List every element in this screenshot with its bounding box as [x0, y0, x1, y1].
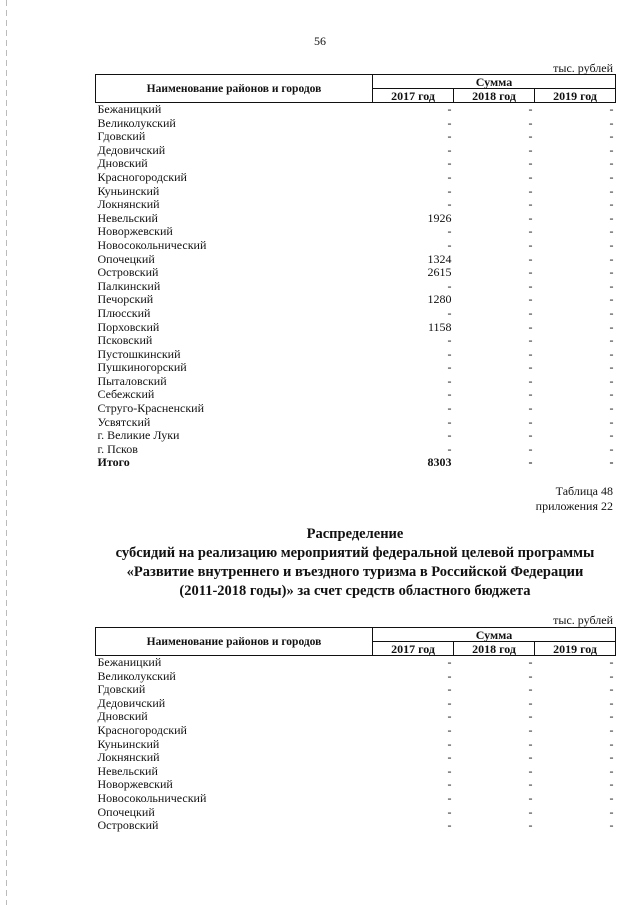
- table-row: [96, 806, 616, 820]
- column-header-year: 2019 год: [535, 642, 616, 656]
- amount-cell: -: [528, 333, 533, 348]
- district-name: Красногородский: [97, 722, 187, 737]
- amount-cell: -: [528, 763, 533, 778]
- district-name: Невельский: [97, 210, 158, 225]
- units-label-table1: тыс. рублей: [553, 61, 613, 75]
- amount-cell: -: [528, 668, 533, 683]
- district-name: Пушкиногорский: [97, 360, 187, 375]
- amount-cell: -: [447, 441, 452, 456]
- subsidy-table-1: [95, 74, 616, 470]
- table-row: [96, 765, 616, 779]
- heading-line: «Развитие внутреннего и въездного туризма в Российской Федерации: [126, 564, 584, 580]
- table-row: [96, 130, 616, 144]
- heading-line: субсидий на реализацию мероприятий федеральной целевой программы: [115, 545, 595, 561]
- amount-cell: -: [528, 750, 533, 765]
- table-row: [96, 239, 616, 253]
- amount-cell: -: [447, 360, 452, 375]
- amount-cell: -: [609, 736, 614, 751]
- table-row: [96, 710, 616, 724]
- table-row: [96, 443, 616, 457]
- amount-cell: -: [528, 818, 533, 833]
- table-row: [96, 144, 616, 158]
- amount-cell: -: [447, 183, 452, 198]
- district-name: Новоржевский: [97, 777, 173, 792]
- amount-cell: -: [447, 224, 452, 239]
- amount-cell: -: [609, 265, 614, 280]
- amount-cell: -: [609, 428, 614, 443]
- amount-cell: -: [609, 668, 614, 683]
- district-name: Пыталовский: [97, 373, 167, 388]
- table-total-row: [96, 456, 616, 470]
- amount-cell: -: [447, 414, 452, 429]
- amount-cell: -: [609, 224, 614, 239]
- table-row: [96, 198, 616, 212]
- amount-cell: -: [609, 695, 614, 710]
- amount-cell: -: [528, 655, 533, 669]
- amount-cell: -: [447, 709, 452, 724]
- amount-cell: 8303: [427, 455, 452, 470]
- column-header-name: Наименование районов и городов: [96, 628, 373, 656]
- district-name: Дновский: [97, 156, 148, 171]
- amount-cell: -: [528, 373, 533, 388]
- page-number: 56: [314, 34, 326, 48]
- table-body: [96, 656, 616, 833]
- caption-appendix: приложения 22: [535, 499, 613, 513]
- table-row: [96, 157, 616, 171]
- amount-cell: -: [609, 682, 614, 697]
- amount-cell: -: [609, 387, 614, 402]
- amount-cell: 1158: [427, 319, 452, 334]
- amount-cell: -: [609, 102, 614, 116]
- table-row: [96, 117, 616, 131]
- table-row: [96, 819, 616, 833]
- amount-cell: -: [528, 360, 533, 375]
- district-name: Бежаницкий: [97, 102, 162, 116]
- district-name: Великолукский: [97, 668, 176, 683]
- district-name: Красногородский: [97, 169, 187, 184]
- amount-cell: 1324: [427, 251, 452, 266]
- amount-cell: -: [528, 156, 533, 171]
- amount-cell: -: [447, 333, 452, 348]
- amount-cell: -: [528, 183, 533, 198]
- table-row: [96, 402, 616, 416]
- district-name: Гдовский: [97, 682, 146, 697]
- column-header-year: 2017 год: [373, 89, 454, 103]
- amount-cell: -: [609, 790, 614, 805]
- amount-cell: -: [528, 169, 533, 184]
- district-name: Локнянский: [97, 197, 160, 212]
- amount-cell: -: [609, 818, 614, 833]
- amount-cell: -: [528, 305, 533, 320]
- amount-cell: -: [609, 319, 614, 334]
- column-header-sum: Сумма: [373, 75, 616, 89]
- table-caption: [536, 484, 613, 514]
- amount-cell: 1926: [427, 210, 452, 225]
- amount-cell: -: [609, 401, 614, 416]
- column-header-year: 2017 год: [373, 642, 454, 656]
- amount-cell: -: [528, 722, 533, 737]
- amount-cell: -: [528, 278, 533, 293]
- district-name: Опочецкий: [97, 251, 155, 266]
- amount-cell: -: [447, 401, 452, 416]
- table-row: [96, 321, 616, 335]
- amount-cell: -: [609, 414, 614, 429]
- district-name: Островский: [97, 265, 159, 280]
- district-name: Новосокольнический: [97, 237, 207, 252]
- amount-cell: -: [609, 655, 614, 669]
- table-body: [96, 103, 616, 471]
- heading-line: (2011-2018 годы)» за счет средств областного бюджета: [179, 583, 531, 599]
- amount-cell: -: [609, 183, 614, 198]
- amount-cell: -: [528, 237, 533, 252]
- amount-cell: -: [447, 129, 452, 144]
- amount-cell: -: [609, 346, 614, 361]
- heading-line: Распределение: [306, 526, 404, 542]
- amount-cell: -: [447, 278, 452, 293]
- table-row: [96, 253, 616, 267]
- district-name: Невельский: [97, 763, 158, 778]
- table-row: [96, 792, 616, 806]
- table-row: [96, 185, 616, 199]
- column-header-name: Наименование районов и городов: [96, 75, 373, 103]
- table-row: [96, 697, 616, 711]
- table-row: [96, 280, 616, 294]
- amount-cell: -: [609, 142, 614, 157]
- amount-cell: -: [447, 156, 452, 171]
- district-name: г. Великие Луки: [97, 428, 180, 443]
- table-row: [96, 416, 616, 430]
- table-row: [96, 307, 616, 321]
- amount-cell: -: [447, 197, 452, 212]
- table-row: [96, 724, 616, 738]
- amount-cell: -: [609, 441, 614, 456]
- amount-cell: -: [447, 346, 452, 361]
- district-name: Струго-Красненский: [97, 401, 205, 416]
- amount-cell: -: [447, 695, 452, 710]
- amount-cell: -: [609, 251, 614, 266]
- total-label: Итого: [97, 455, 130, 470]
- amount-cell: -: [447, 668, 452, 683]
- amount-cell: -: [609, 169, 614, 184]
- district-name: Гдовский: [97, 129, 146, 144]
- amount-cell: -: [447, 655, 452, 669]
- amount-cell: -: [528, 682, 533, 697]
- district-name: Куньинский: [97, 736, 160, 751]
- amount-cell: -: [528, 455, 533, 470]
- amount-cell: -: [447, 237, 452, 252]
- amount-cell: -: [447, 373, 452, 388]
- amount-cell: -: [447, 763, 452, 778]
- amount-cell: -: [609, 278, 614, 293]
- amount-cell: -: [447, 818, 452, 833]
- district-name: Порховский: [97, 319, 160, 334]
- column-header-year: 2018 год: [454, 642, 535, 656]
- amount-cell: -: [609, 305, 614, 320]
- table-row: [96, 171, 616, 185]
- amount-cell: -: [528, 387, 533, 402]
- district-name: Куньинский: [97, 183, 160, 198]
- amount-cell: -: [447, 736, 452, 751]
- district-name: г. Псков: [97, 441, 138, 456]
- district-name: Новоржевский: [97, 224, 173, 239]
- amount-cell: -: [609, 292, 614, 307]
- district-name: Новосокольнический: [97, 790, 207, 805]
- amount-cell: -: [609, 750, 614, 765]
- district-name: Псковский: [97, 333, 153, 348]
- amount-cell: -: [528, 401, 533, 416]
- binding-edge-line: [6, 0, 7, 905]
- amount-cell: -: [609, 333, 614, 348]
- table-row: [96, 348, 616, 362]
- amount-cell: -: [609, 777, 614, 792]
- amount-cell: -: [609, 709, 614, 724]
- table-row: [96, 293, 616, 307]
- amount-cell: -: [447, 750, 452, 765]
- amount-cell: -: [528, 265, 533, 280]
- amount-cell: -: [609, 373, 614, 388]
- amount-cell: -: [528, 777, 533, 792]
- amount-cell: -: [609, 804, 614, 819]
- district-name: Палкинский: [97, 278, 161, 293]
- amount-cell: -: [447, 387, 452, 402]
- amount-cell: -: [528, 115, 533, 130]
- table-row: [96, 103, 616, 117]
- district-name: Локнянский: [97, 750, 160, 765]
- amount-cell: -: [447, 790, 452, 805]
- amount-cell: -: [528, 142, 533, 157]
- amount-cell: -: [528, 251, 533, 266]
- amount-cell: -: [528, 319, 533, 334]
- table-row: [96, 361, 616, 375]
- amount-cell: -: [447, 169, 452, 184]
- table-row: [96, 656, 616, 670]
- amount-cell: -: [528, 428, 533, 443]
- caption-table-number: Таблица 48: [555, 484, 613, 498]
- amount-cell: -: [528, 736, 533, 751]
- table-row: [96, 751, 616, 765]
- amount-cell: -: [447, 142, 452, 157]
- district-name: Бежаницкий: [97, 655, 162, 669]
- amount-cell: -: [609, 210, 614, 225]
- district-name: Дедовичский: [97, 695, 166, 710]
- amount-cell: -: [528, 804, 533, 819]
- amount-cell: -: [447, 428, 452, 443]
- district-name: Островский: [97, 818, 159, 833]
- table-row: [96, 388, 616, 402]
- amount-cell: -: [447, 722, 452, 737]
- amount-cell: -: [447, 115, 452, 130]
- amount-cell: -: [528, 197, 533, 212]
- amount-cell: -: [447, 102, 452, 116]
- amount-cell: -: [609, 115, 614, 130]
- district-name: Дновский: [97, 709, 148, 724]
- table-row: [96, 683, 616, 697]
- amount-cell: -: [609, 237, 614, 252]
- table-row: [96, 212, 616, 226]
- amount-cell: -: [528, 292, 533, 307]
- district-name: Печорский: [97, 292, 154, 307]
- amount-cell: -: [447, 682, 452, 697]
- amount-cell: -: [609, 455, 614, 470]
- amount-cell: -: [528, 224, 533, 239]
- amount-cell: -: [528, 790, 533, 805]
- district-name: Дедовичский: [97, 142, 166, 157]
- amount-cell: -: [609, 763, 614, 778]
- district-name: Плюсский: [97, 305, 151, 320]
- table-row: [96, 738, 616, 752]
- table-row: [96, 670, 616, 684]
- amount-cell: -: [609, 722, 614, 737]
- amount-cell: 1280: [427, 292, 452, 307]
- amount-cell: -: [609, 129, 614, 144]
- column-header-year: 2018 год: [454, 89, 535, 103]
- amount-cell: -: [528, 102, 533, 116]
- district-name: Усвятский: [97, 414, 151, 429]
- amount-cell: -: [528, 441, 533, 456]
- amount-cell: -: [528, 414, 533, 429]
- amount-cell: -: [528, 346, 533, 361]
- amount-cell: -: [528, 709, 533, 724]
- district-name: Великолукский: [97, 115, 176, 130]
- table-row: [96, 334, 616, 348]
- table-row: [96, 266, 616, 280]
- amount-cell: -: [528, 695, 533, 710]
- amount-cell: -: [609, 360, 614, 375]
- amount-cell: -: [447, 804, 452, 819]
- table-row: [96, 429, 616, 443]
- column-header-sum: Сумма: [373, 628, 616, 642]
- amount-cell: -: [528, 129, 533, 144]
- district-name: Пустошкинский: [97, 346, 181, 361]
- section-heading: [95, 525, 615, 601]
- subsidy-table-2: [95, 627, 616, 833]
- amount-cell: -: [609, 197, 614, 212]
- amount-cell: -: [528, 210, 533, 225]
- table-row: [96, 778, 616, 792]
- amount-cell: -: [447, 777, 452, 792]
- amount-cell: 2615: [427, 265, 452, 280]
- amount-cell: -: [609, 156, 614, 171]
- amount-cell: -: [447, 305, 452, 320]
- table-row: [96, 225, 616, 239]
- table-row: [96, 375, 616, 389]
- district-name: Себежский: [97, 387, 155, 402]
- units-label-table2: тыс. рублей: [553, 613, 613, 627]
- district-name: Опочецкий: [97, 804, 155, 819]
- column-header-year: 2019 год: [535, 89, 616, 103]
